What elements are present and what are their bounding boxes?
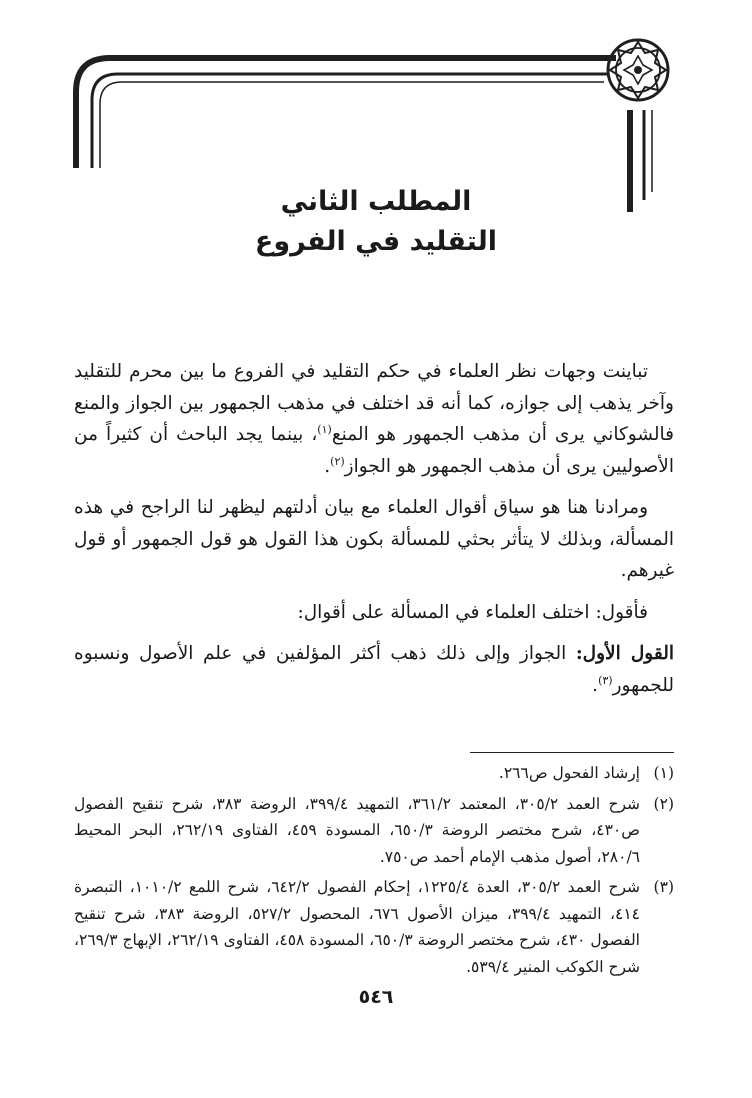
page-number: ٥٤٦ — [358, 986, 394, 1008]
paragraph-4-text-b: . — [592, 674, 599, 696]
paragraph-1-text-a: تباينت وجهات نظر العلماء في حكم التقليد في الفروع ما بين محرم للتقليد وآخر يذهب إلى جوازه، كما أنه قد اختلف في مذهب الجمهور بين الجواز والمنع فالشوكاني يرى أن مذهب الجمهور هو المنع — [74, 361, 674, 445]
section-title: المطلب الثاني — [280, 186, 472, 217]
footnotes — [74, 760, 674, 984]
footnote-text: إرشاد الفحول ص٢٦٦. — [498, 764, 640, 782]
footnote-2 — [74, 791, 674, 871]
first-opinion-label: القول الأول: — [575, 643, 674, 664]
footnote-text: شرح العمد ٣٠٥/٢، العدة ١٢٢٥/٤، إحكام الفصول ٦٤٢/٢، شرح اللمع ١٠١٠/٢، التبصرة ٤١٤، التمهيد ٣٩٩/٤، ميزان الأصول ٦٧٦، المحصول ٥٢٧/٢، الروضة ٣٨٣، شرح تنقيح الفصول ٤٣٠، شرح مختصر الروضة ٦٥٠/٣، المسودة ٤٥٨، الفتاوى ٢٦٢/١٩، الإبهاج ٢٦٩/٣، شرح الكوكب المنير ٥٣٩/٤. — [74, 878, 640, 976]
footnote-ref-1[interactable]: (١) — [317, 422, 332, 436]
footnote-number: (٢) — [653, 794, 674, 813]
footnote-3 — [74, 874, 674, 980]
footnote-number: (١) — [653, 764, 674, 782]
paragraph-3: فأقول: اختلف العلماء في المسألة على أقوال: — [297, 601, 648, 623]
decorative-frame — [0, 0, 752, 330]
footnote-text: شرح العمد ٣٠٥/٢، المعتمد ٣٦١/٢، التمهيد ٣٩٩/٤، الروضة ٣٨٣، شرح تنقيح الفصول ص٤٣٠، شرح مختصر الروضة ٦٥٠/٣، المسودة ٤٥٩، الفتاوى ٢٦٢/١٩، البحر المحيط ٢٨٠/٦، أصول مذهب الإمام أحمد ص٧٥٠. — [74, 794, 640, 866]
paragraph-4-text-a: الجواز وإلى ذلك ذهب أكثر المؤلفين في علم الأصول ونسبوه للجمهور — [74, 643, 674, 696]
paragraph-1-text-b: ، بينما يجد الباحث أن كثيراً من الأصوليين يرى أن مذهب الجمهور هو الجواز — [74, 424, 674, 477]
footnote-divider — [470, 752, 674, 753]
paragraph-1-text-c: . — [324, 455, 331, 477]
paragraph-4 — [74, 638, 674, 701]
footnote-ref-2[interactable]: (٢) — [330, 454, 345, 468]
paragraph-2: ومرادنا هنا هو سياق أقوال العلماء مع بيان أدلتهم ليظهر لنا الراجح في هذه المسألة، وبذلك لا يتأثر بحثي للمسألة بكون هذا القول هو قول الجمهور أو قول غيرهم. — [74, 497, 674, 581]
main-text — [74, 356, 674, 711]
footnote-ref-3[interactable]: (٣) — [598, 673, 613, 687]
footnote-number: (٣) — [653, 878, 674, 896]
footnote-1 — [74, 760, 674, 787]
paragraph-1 — [74, 356, 674, 482]
section-subtitle: التقليد في الفروع — [254, 226, 498, 257]
